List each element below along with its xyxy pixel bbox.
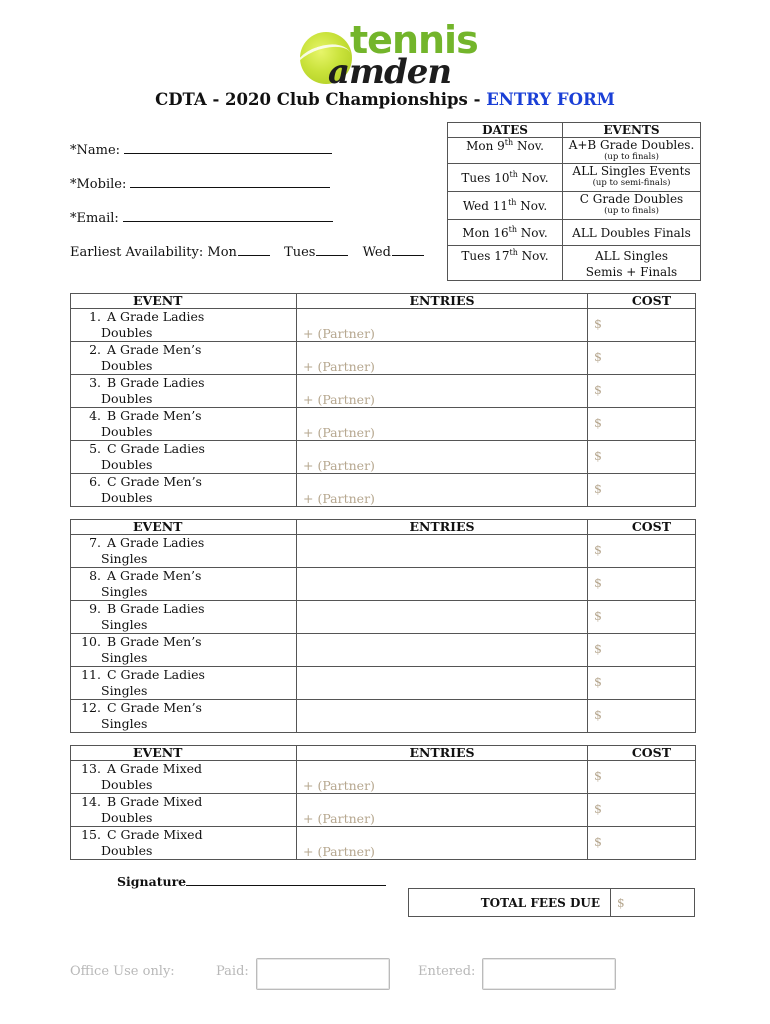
event-name-line2: Singles — [101, 683, 148, 698]
event-number: 5. — [89, 441, 101, 456]
singles-entry-table — [70, 519, 696, 733]
entry-cell[interactable] — [297, 634, 588, 667]
email-label: *Email: — [70, 211, 119, 226]
entry-cell[interactable] — [297, 408, 588, 441]
paid-label: Paid: — [216, 964, 249, 979]
table-row — [71, 794, 696, 827]
mobile-field[interactable] — [70, 175, 330, 192]
cost-value: $ — [594, 481, 602, 496]
logo-word-camden: amden — [328, 52, 452, 92]
partner-placeholder: + (Partner) — [303, 811, 375, 826]
event-cell — [71, 827, 297, 860]
event-cell — [71, 375, 297, 408]
email-field[interactable] — [70, 209, 333, 226]
event-number: 1. — [89, 309, 101, 324]
cost-cell[interactable] — [588, 667, 696, 700]
schedule-event: A+B Grade Doubles. (up to finals) — [563, 138, 701, 164]
event-name-line2: Doubles — [101, 457, 153, 472]
table-row — [71, 408, 696, 441]
event-number: 6. — [89, 474, 101, 489]
event-cell — [71, 761, 297, 794]
table-row — [71, 568, 696, 601]
event-name-line1: B Grade Men’s — [107, 634, 202, 649]
cost-value: $ — [594, 415, 602, 430]
event-cell — [71, 634, 297, 667]
table-row — [71, 667, 696, 700]
mixed-entry-table — [70, 745, 696, 860]
event-name-line2: Doubles — [101, 391, 153, 406]
entered-input[interactable] — [482, 958, 616, 990]
email-input-line[interactable] — [123, 209, 333, 222]
availability-field — [70, 243, 424, 260]
event-name-line1: C Grade Ladies — [107, 441, 205, 456]
event-cell — [71, 700, 297, 733]
cost-value: $ — [594, 542, 602, 557]
page-title — [0, 90, 770, 109]
cost-cell[interactable] — [588, 474, 696, 507]
entered-label: Entered: — [418, 964, 476, 979]
event-number: 15. — [81, 827, 101, 842]
event-name-line1: C Grade Mixed — [107, 827, 203, 842]
schedule-date: Wed 11th Nov. — [448, 192, 563, 220]
event-header: EVENT — [71, 520, 297, 535]
event-cell — [71, 441, 297, 474]
cost-header: COST — [588, 746, 696, 761]
cost-cell[interactable] — [588, 634, 696, 667]
schedule-event: ALL Singles Semis + Finals — [563, 246, 701, 281]
cost-cell[interactable] — [588, 794, 696, 827]
cost-cell[interactable] — [588, 568, 696, 601]
office-use-label: Office Use only: — [70, 964, 175, 979]
availability-wed-input[interactable] — [392, 243, 424, 256]
availability-mon-label: Mon — [207, 245, 237, 260]
cost-cell[interactable] — [588, 700, 696, 733]
event-name-line1: A Grade Men’s — [107, 568, 202, 583]
entry-cell[interactable] — [297, 375, 588, 408]
partner-placeholder: + (Partner) — [303, 844, 375, 859]
table-row — [71, 309, 696, 342]
cost-cell[interactable] — [588, 309, 696, 342]
partner-placeholder: + (Partner) — [303, 778, 375, 793]
cost-header: COST — [588, 520, 696, 535]
cost-value: $ — [594, 448, 602, 463]
event-cell — [71, 309, 297, 342]
cost-value: $ — [594, 349, 602, 364]
event-name-line2: Singles — [101, 584, 148, 599]
event-cell — [71, 667, 297, 700]
event-number: 8. — [89, 568, 101, 583]
event-name-line2: Singles — [101, 716, 148, 731]
schedule-table — [447, 122, 701, 281]
availability-wed-label: Wed — [362, 245, 391, 260]
cost-value: $ — [594, 382, 602, 397]
cost-value: $ — [594, 707, 602, 722]
event-cell — [71, 474, 297, 507]
cost-value: $ — [594, 801, 602, 816]
table-row — [71, 342, 696, 375]
logo-word-tennis: tennis — [350, 18, 478, 62]
tennis-camden-logo — [298, 18, 478, 92]
schedule-event: C Grade Doubles (up to finals) — [563, 192, 701, 220]
cost-cell[interactable] — [588, 342, 696, 375]
event-name-line1: B Grade Ladies — [107, 601, 205, 616]
cost-cell[interactable] — [588, 375, 696, 408]
event-name-line1: B Grade Ladies — [107, 375, 205, 390]
table-row — [71, 474, 696, 507]
name-label: *Name: — [70, 143, 121, 158]
event-name-line1: A Grade Mixed — [107, 761, 203, 776]
schedule-date: Tues 10th Nov. — [448, 164, 563, 192]
event-name-line2: Doubles — [101, 325, 153, 340]
event-number: 9. — [89, 601, 101, 616]
cost-value: $ — [594, 641, 602, 656]
table-row — [71, 700, 696, 733]
event-number: 12. — [81, 700, 101, 715]
schedule-date: Mon 9th Nov. — [448, 138, 563, 164]
entry-cell[interactable] — [297, 794, 588, 827]
total-fees-table — [408, 888, 695, 917]
event-name-line2: Singles — [101, 551, 148, 566]
entries-header: ENTRIES — [297, 294, 588, 309]
cost-value: $ — [594, 575, 602, 590]
entry-cell[interactable] — [297, 568, 588, 601]
cost-cell[interactable] — [588, 441, 696, 474]
partner-placeholder: + (Partner) — [303, 458, 375, 473]
title-accent: ENTRY FORM — [486, 90, 615, 109]
event-cell — [71, 342, 297, 375]
event-name-line2: Doubles — [101, 358, 153, 373]
event-number: 3. — [89, 375, 101, 390]
cost-header: COST — [588, 294, 696, 309]
entry-cell[interactable] — [297, 700, 588, 733]
table-row — [71, 761, 696, 794]
cost-value: $ — [594, 834, 602, 849]
table-row — [71, 601, 696, 634]
entry-cell[interactable] — [297, 761, 588, 794]
entry-cell[interactable] — [297, 667, 588, 700]
signature-label: Signature — [117, 874, 187, 889]
event-name-line2: Doubles — [101, 424, 153, 439]
entry-cell[interactable] — [297, 342, 588, 375]
event-name-line1: B Grade Men’s — [107, 408, 202, 423]
cost-value: $ — [594, 768, 602, 783]
event-name-line1: C Grade Men’s — [107, 474, 202, 489]
dates-header: DATES — [448, 123, 563, 138]
name-input-line[interactable] — [124, 141, 332, 154]
cost-cell[interactable] — [588, 408, 696, 441]
event-name-line1: B Grade Mixed — [107, 794, 203, 809]
entry-cell[interactable] — [297, 827, 588, 860]
signature-line[interactable] — [186, 874, 386, 886]
schedule-event: ALL Singles Events (up to semi-finals) — [563, 164, 701, 192]
entry-cell[interactable] — [297, 535, 588, 568]
partner-placeholder: + (Partner) — [303, 326, 375, 341]
table-row — [71, 441, 696, 474]
event-name-line1: A Grade Ladies — [107, 535, 205, 550]
partner-placeholder: + (Partner) — [303, 359, 375, 374]
partner-placeholder: + (Partner) — [303, 491, 375, 506]
event-name-line2: Singles — [101, 617, 148, 632]
event-cell — [71, 568, 297, 601]
availability-mon-input[interactable] — [238, 243, 270, 256]
event-number: 13. — [81, 761, 101, 776]
entry-cell[interactable] — [297, 601, 588, 634]
event-name-line1: C Grade Men’s — [107, 700, 202, 715]
event-number: 7. — [89, 535, 101, 550]
mobile-input-line[interactable] — [130, 175, 330, 188]
entry-cell[interactable] — [297, 474, 588, 507]
event-name-line1: C Grade Ladies — [107, 667, 205, 682]
title-main: CDTA - 2020 Club Championships - — [155, 90, 487, 109]
total-fees-input[interactable]: $ — [611, 889, 695, 917]
event-number: 14. — [81, 794, 101, 809]
cost-value: $ — [594, 316, 602, 331]
doubles-entry-table — [70, 293, 696, 507]
availability-tues-input[interactable] — [316, 243, 348, 256]
schedule-date: Mon 16th Nov. — [448, 220, 563, 246]
event-name-line1: A Grade Men’s — [107, 342, 202, 357]
event-number: 11. — [81, 667, 101, 682]
event-cell — [71, 535, 297, 568]
cost-cell[interactable] — [588, 601, 696, 634]
cost-cell[interactable] — [588, 761, 696, 794]
paid-input[interactable] — [256, 958, 390, 990]
event-name-line2: Doubles — [101, 490, 153, 505]
event-name-line2: Doubles — [101, 810, 153, 825]
event-name-line1: A Grade Ladies — [107, 309, 205, 324]
entries-header: ENTRIES — [297, 520, 588, 535]
cost-value: $ — [594, 674, 602, 689]
availability-label: Earliest Availability: — [70, 245, 204, 260]
entry-cell[interactable] — [297, 441, 588, 474]
event-header: EVENT — [71, 746, 297, 761]
schedule-event: ALL Doubles Finals — [563, 220, 701, 246]
cost-cell[interactable] — [588, 535, 696, 568]
entry-cell[interactable] — [297, 309, 588, 342]
partner-placeholder: + (Partner) — [303, 425, 375, 440]
cost-cell[interactable] — [588, 827, 696, 860]
signature-field[interactable] — [117, 874, 386, 889]
event-number: 10. — [81, 634, 101, 649]
event-cell — [71, 601, 297, 634]
partner-placeholder: + (Partner) — [303, 392, 375, 407]
event-cell — [71, 794, 297, 827]
events-header: EVENTS — [563, 123, 701, 138]
table-row — [71, 634, 696, 667]
event-name-line2: Doubles — [101, 777, 153, 792]
event-number: 2. — [89, 342, 101, 357]
availability-tues-label: Tues — [284, 245, 316, 260]
mobile-label: *Mobile: — [70, 177, 127, 192]
total-fees-label: TOTAL FEES DUE — [409, 889, 611, 917]
table-row — [71, 535, 696, 568]
entries-header: ENTRIES — [297, 746, 588, 761]
event-name-line2: Doubles — [101, 843, 153, 858]
event-name-line2: Singles — [101, 650, 148, 665]
cost-value: $ — [594, 608, 602, 623]
event-cell — [71, 408, 297, 441]
name-field[interactable] — [70, 141, 332, 158]
event-header: EVENT — [71, 294, 297, 309]
table-row — [71, 827, 696, 860]
schedule-date: Tues 17th Nov. — [448, 246, 563, 281]
event-number: 4. — [89, 408, 101, 423]
table-row — [71, 375, 696, 408]
